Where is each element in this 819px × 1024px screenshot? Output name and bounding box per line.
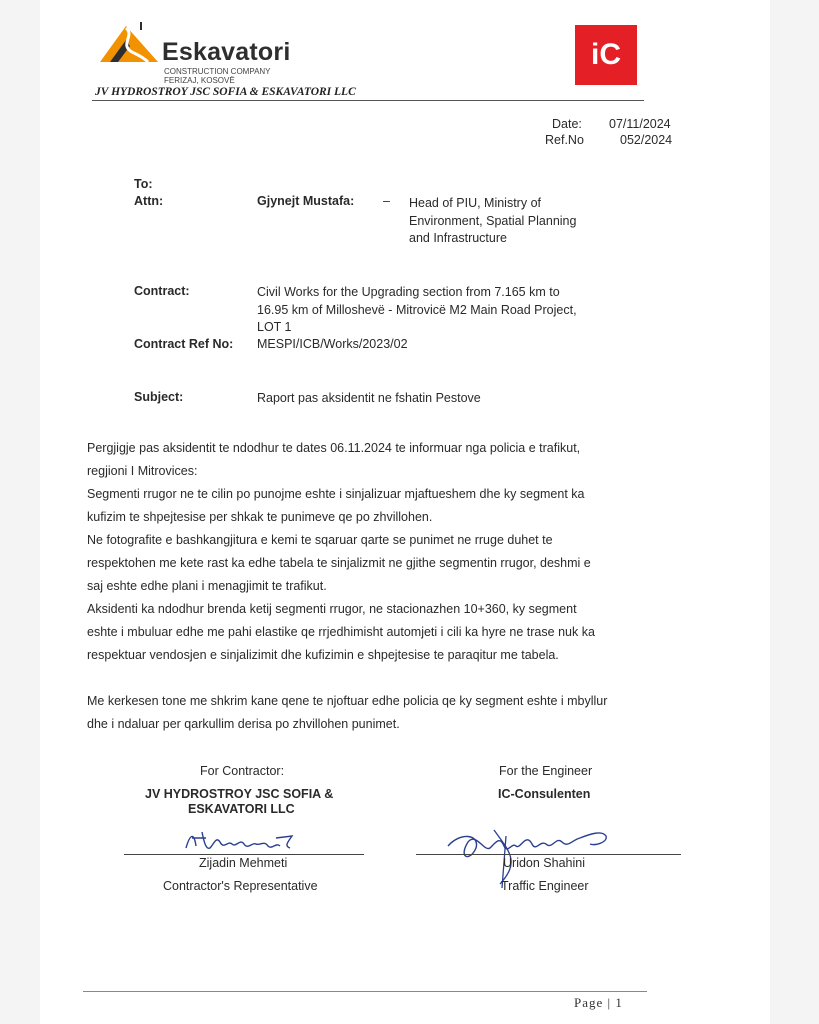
contractor-signature-line	[124, 854, 364, 855]
contract-label: Contract:	[134, 284, 190, 298]
attn-dash: –	[383, 194, 390, 208]
engineer-role: Traffic Engineer	[501, 879, 589, 893]
body-line: Ne fotografite e bashkangjitura e kemi te sqaruar qarte se punimet ne rruge duhet te	[87, 533, 553, 547]
contract-description: Civil Works for the Upgrading section from 7.165 km to 16.95 km of Milloshevë - Mitrovicë M2 Main Road Project, LOT 1	[257, 285, 577, 334]
eskavatori-logo-icon	[96, 20, 162, 66]
body-line: respektohen me kete rast ka edhe tabela te sinjalizmit ne gjithe segmentin rrugor, deshmi e	[87, 556, 591, 570]
contractor-rep-role: Contractor's Representative	[163, 879, 318, 893]
body-line: saj eshte edhe plani i menagjimit te trafikut.	[87, 579, 327, 593]
subject-label: Subject:	[134, 390, 184, 404]
ic-logo: iC	[575, 25, 637, 85]
contractor-company-line1: JV HYDROSTROY JSC SOFIA &	[145, 787, 334, 801]
body-line: kufizim te shpejtesise per shkak te punimeve qe po zhvillohen.	[87, 510, 433, 524]
header-divider	[92, 100, 644, 101]
contractor-signature	[180, 824, 310, 858]
attn-label: Attn:	[134, 194, 164, 208]
contract-ref-label: Contract Ref No:	[134, 337, 234, 351]
date-label: Date:	[552, 117, 582, 131]
engineer-company: IC-Consulenten	[498, 787, 591, 801]
attn-role: Head of PIU, Ministry of Environment, Spatial Planning and Infrastructure	[409, 196, 577, 245]
page-number: Page | 1	[574, 995, 623, 1010]
body-line: respektuar vendosjen e sinjalizimit dhe kufizimin e shpejtesise te paraqitur me tabela.	[87, 648, 559, 662]
body-line: Aksidenti ka ndodhur brenda ketij segmenti rrugor, ne stacionazhen 10+360, ky segment	[87, 602, 577, 616]
footer-divider	[83, 991, 647, 992]
brand-subtitle: CONSTRUCTION COMPANY FERIZAJ, KOSOVË	[164, 67, 271, 85]
attn-name: Gjynejt Mustafa:	[257, 194, 355, 208]
for-engineer-label: For the Engineer	[499, 764, 593, 778]
brand-name: Eskavatori	[162, 38, 291, 66]
contractor-company-line2: ESKAVATORI LLC	[188, 802, 295, 816]
body-line: regjioni I Mitrovices:	[87, 464, 198, 478]
ref-label: Ref.No	[545, 133, 584, 147]
engineer-name: Uridon Shahini	[503, 856, 585, 870]
body-line: dhe i ndaluar per qarkullim derisa po zhvillohen punimet.	[87, 717, 400, 731]
contractor-rep-name: Zijadin Mehmeti	[199, 856, 288, 870]
engineer-signature-line	[416, 854, 681, 855]
body-line: Me kerkesen tone me shkrim kane qene te njoftuar edhe policia qe ky segment eshte i mbyllur	[87, 694, 608, 708]
jv-header-line: JV HYDROSTROY JSC SOFIA & ESKAVATORI LLC	[95, 86, 356, 98]
contract-ref-value: MESPI/ICB/Works/2023/02	[257, 337, 408, 351]
body-line: eshte i mbuluar edhe me pahi elastike qe rrjedhimisht automjeti i cili ka hyre ne trase nuk ka	[87, 625, 595, 639]
body-line: Pergjigje pas aksidentit te ndodhur te dates 06.11.2024 te informuar nga policia e trafikut,	[87, 441, 581, 455]
subject-value: Raport pas aksidentit ne fshatin Pestove	[257, 391, 481, 405]
body-line: Segmenti rrugor ne te cilin po punojme eshte i sinjalizuar mjaftueshem dhe ky segment ka	[87, 487, 585, 501]
ref-value: 052/2024	[620, 133, 673, 147]
for-contractor-label: For Contractor:	[200, 764, 285, 778]
date-value: 07/11/2024	[609, 117, 671, 131]
to-label: To:	[134, 177, 153, 191]
